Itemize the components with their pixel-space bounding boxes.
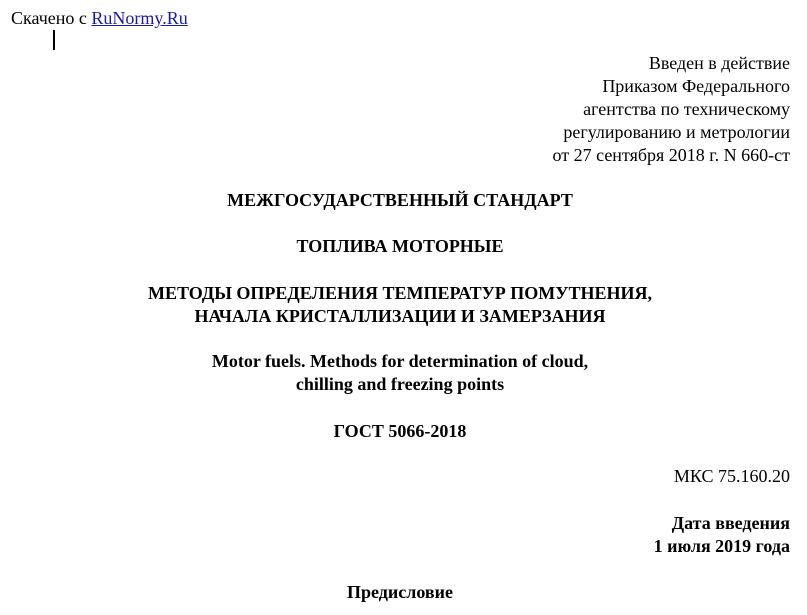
enactment-line: агентства по техническому (583, 99, 790, 119)
enactment-line: регулированию и метрологии (563, 122, 790, 142)
effective-date-label: Дата введения (671, 513, 790, 533)
title-english (0, 350, 800, 396)
foreword-heading: Предисловие (347, 582, 453, 602)
standard-heading: МЕЖГОСУДАРСТВЕННЫЙ СТАНДАРТ (227, 190, 573, 210)
gost-number: ГОСТ 5066-2018 (333, 421, 467, 441)
title-russian-line: НАЧАЛА КРИСТАЛЛИЗАЦИИ И ЗАМЕРЗАНИЯ (194, 306, 606, 326)
source-link[interactable]: RuNormy.Ru (91, 8, 188, 28)
enactment-line: Приказом Федерального (602, 76, 790, 96)
title-english-line: chilling and freezing points (295, 374, 505, 394)
effective-date-value: 1 июля 2019 года (653, 536, 790, 556)
enactment-block (552, 52, 790, 167)
source-line (11, 7, 188, 30)
topic-heading: ТОПЛИВА МОТОРНЫЕ (296, 236, 504, 256)
title-english-line: Motor fuels. Methods for determination of cloud, (211, 351, 589, 371)
title-russian-line: МЕТОДЫ ОПРЕДЕЛЕНИЯ ТЕМПЕРАТУР ПОМУТНЕНИЯ, (147, 283, 653, 303)
enactment-line: Введен в действие (648, 53, 790, 73)
source-prefix: Скачено с (11, 8, 92, 28)
mks-code: МКС 75.160.20 (673, 466, 790, 486)
title-russian (0, 282, 800, 328)
text-cursor (53, 30, 55, 50)
enactment-line: от 27 сентября 2018 г. N 660-ст (552, 145, 790, 165)
